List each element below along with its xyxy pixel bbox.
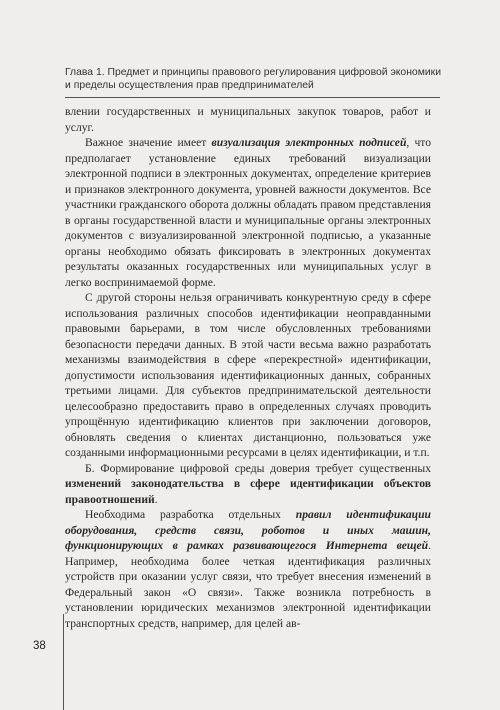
emphasis-identification-rules: правил идентификации оборудования, средств связи, роботов и иных машин, функционирующих в рамках развивающегося Интернета вещей bbox=[65, 508, 431, 552]
header-divider bbox=[65, 97, 440, 98]
running-header bbox=[65, 66, 440, 92]
running-header-line-2: и пределы осуществления прав предпринимателей bbox=[65, 80, 314, 91]
paragraph-4: Б. Формирование цифровой среды доверия требует существенных изменений законодательства в сфере идентификации объектов правоотношений. bbox=[65, 461, 431, 506]
margin-rule bbox=[63, 614, 64, 710]
main-text bbox=[65, 104, 431, 631]
paragraph-2: Важное значение имеет визуализация электронных подписей, что предполагает установление единых требований визуализации электронной подписи в электронных документах, определение критериев и признаков электронного документа, уровней важности документов. Все участники гражданского оборота должны обладать правом представления в органы государственной власти и муниципальные органы электронных документов с визуализированной электронной подписью, а указанные органы необходимо обязать фиксировать в электронных документах результаты оказанных государственных или муниципальных услуг в легко воспринимаемой форме. bbox=[65, 136, 431, 289]
page-number: 38 bbox=[33, 640, 46, 652]
running-header-line-1: Глава 1. Предмет и принципы правового регулирования цифровой экономики bbox=[65, 67, 442, 78]
emphasis-legislation: изменений законодательства в сфере идентификации объектов правоотношений bbox=[65, 477, 431, 506]
paragraph-5: Необходима разработка отдельных правил идентификации оборудования, средств связи, роботов и иных машин, функционирующих в рамках развивающегося Интернета вещей. Например, необходима более четкая идентификация различных устройств при оказании услуг связи, что требует внесения изменений в Федеральный закон «О связи». Также возникла потребность в установлении юридических механизмов электронной идентификации транспортных средств, например, для целей ав- bbox=[65, 508, 431, 630]
paragraph-3: С другой стороны нельзя ограничивать конкурентную среду в сфере использования различных способов идентификации неоправданными правовыми барьерами, в том числе обусловленных требованиями безопасности передачи данных. В этой части весьма важно разработать механизмы взаимодействия в сфере «перекрестной» идентификации, допустимости использования идентификационных данных, собранных третьими лицами. Для субъектов предпринимательской деятельности целесообразно предоставить право в определенных случаях проводить упрощённую идентификацию клиентов при заключении договоров, обновлять сведения о клиентах дистанционно, пользоваться уже созданными информационными ресурсами в целях идентификации, и т.п. bbox=[65, 291, 431, 459]
emphasis-visualization: визуализация электронных подписей bbox=[211, 136, 407, 149]
paragraph-1: влении государственных и муниципальных закупок товаров, работ и услуг. bbox=[65, 105, 431, 134]
